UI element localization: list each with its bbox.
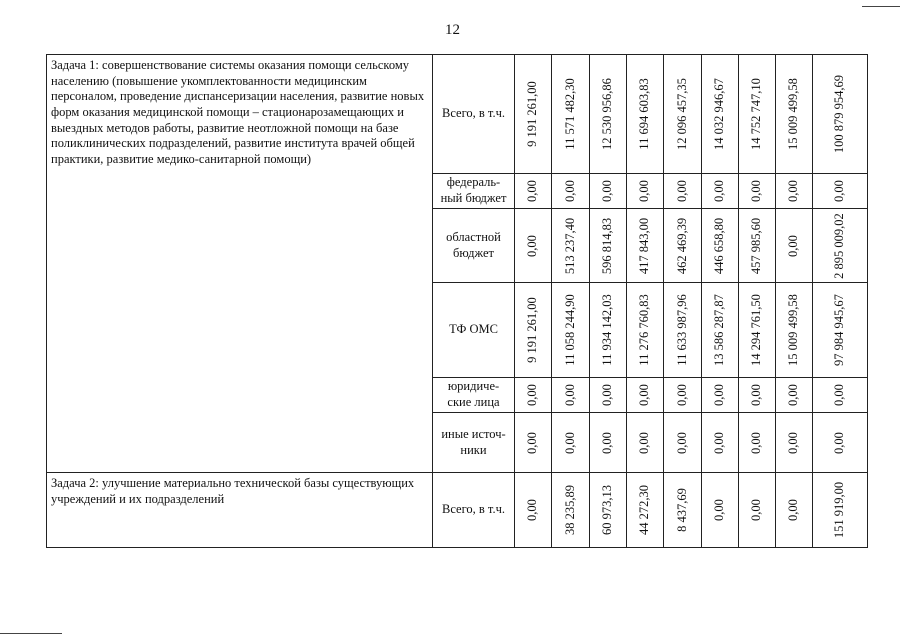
value-text: 8 437,69 [674,488,689,532]
value-text: 0,00 [637,180,652,202]
value-cell [627,473,664,548]
scan-line-bottom-left [0,633,62,634]
value-text: 151 919,00 [832,481,847,539]
value-text: 513 237,40 [562,217,577,274]
value-cell [739,55,776,174]
value-cell [702,378,739,413]
value-cell [664,55,702,174]
value-cell [813,378,868,413]
value-text: 0,00 [832,180,847,202]
value-text: 11 276 760,83 [637,294,652,366]
value-text: 97 984 945,67 [832,294,847,366]
value-text: 0,00 [562,180,577,202]
value-cell [552,378,590,413]
value-text: 0,00 [674,384,689,406]
value-text: 0,00 [749,384,764,406]
value-text: 0,00 [749,180,764,202]
value-text: 0,00 [525,384,540,406]
value-cell [739,473,776,548]
value-cell [776,174,813,209]
funding-source: иные источ-ники [433,413,515,473]
value-cell [664,283,702,378]
value-cell [590,55,627,174]
value-text: 0,00 [674,180,689,202]
value-cell [515,174,552,209]
value-text: 596 814,83 [600,217,615,274]
value-text: 14 032 946,67 [712,78,727,150]
value-cell [702,283,739,378]
value-text: 38 235,89 [562,485,577,535]
value-text: 0,00 [525,431,540,454]
value-text: 0,00 [712,384,727,406]
value-cell [739,174,776,209]
value-cell [702,209,739,283]
value-text: 417 843,00 [637,217,652,274]
funding-source: Всего, в т.ч. [433,473,515,548]
value-cell [515,413,552,473]
value-text: 11 571 482,30 [562,78,577,150]
value-text: 100 879 954,69 [832,74,847,154]
value-text: 0,00 [600,384,615,406]
value-text: 0,00 [637,431,652,454]
value-cell [776,413,813,473]
value-text: 44 272,30 [637,485,652,535]
value-text: 11 694 603,83 [637,78,652,150]
value-text: 0,00 [786,234,801,257]
value-cell [702,55,739,174]
value-cell [552,209,590,283]
value-text: 12 530 956,86 [600,78,615,150]
value-cell [776,209,813,283]
value-cell [627,413,664,473]
value-cell [590,378,627,413]
task-description: Задача 2: улучшение материально технической базы существующих учреждений и их подразделений [47,473,433,548]
value-cell [702,413,739,473]
value-cell [627,209,664,283]
value-cell [552,55,590,174]
value-cell [776,283,813,378]
value-text: 0,00 [832,384,847,406]
value-cell [739,378,776,413]
value-text: 0,00 [637,384,652,406]
value-cell [664,209,702,283]
value-cell [552,174,590,209]
value-cell [702,473,739,548]
value-cell [776,378,813,413]
value-cell [664,378,702,413]
value-text: 2 895 009,02 [832,212,847,279]
value-cell [702,174,739,209]
funding-source: федераль-ный бюджет [433,174,515,209]
value-cell [515,378,552,413]
value-text: 0,00 [832,431,847,454]
value-text: 0,00 [786,384,801,406]
value-cell [776,473,813,548]
value-cell [590,174,627,209]
value-text: 0,00 [525,180,540,202]
value-cell [664,473,702,548]
value-text: 0,00 [600,431,615,454]
value-text: 9 191 261,00 [525,81,540,147]
value-text: 0,00 [749,499,764,521]
page-number: 12 [445,22,460,38]
value-cell [515,473,552,548]
value-cell [590,413,627,473]
value-cell [515,55,552,174]
value-text: 457 985,60 [749,217,764,274]
value-cell [739,209,776,283]
value-text: 14 294 761,50 [749,294,764,366]
value-text: 0,00 [786,431,801,454]
budget-table [46,54,868,548]
table-row [47,55,868,174]
value-text: 14 752 747,10 [749,78,764,150]
value-text: 0,00 [749,431,764,454]
value-text: 11 633 987,96 [674,294,689,366]
value-text: 12 096 457,35 [674,78,689,150]
value-cell [590,473,627,548]
value-text: 13 586 287,87 [712,294,727,366]
scan-line-top-right [862,6,900,7]
value-text: 0,00 [525,499,540,521]
value-cell [627,55,664,174]
table-row [47,473,868,548]
value-text: 0,00 [712,499,727,521]
value-cell [552,283,590,378]
value-cell [813,473,868,548]
value-text: 0,00 [786,499,801,521]
value-cell [813,174,868,209]
value-cell [664,174,702,209]
value-cell [627,174,664,209]
value-text: 15 009 499,58 [786,78,801,150]
value-text: 0,00 [712,431,727,454]
value-cell [813,55,868,174]
value-text: 60 973,13 [600,485,615,535]
funding-source: ТФ ОМС [433,283,515,378]
value-text: 0,00 [674,431,689,454]
value-text: 0,00 [786,180,801,202]
value-text: 0,00 [562,384,577,406]
value-cell [776,55,813,174]
value-text: 0,00 [562,431,577,454]
value-text: 9 191 261,00 [525,297,540,363]
value-cell [515,209,552,283]
value-text: 15 009 499,58 [786,294,801,366]
value-cell [739,413,776,473]
task-description: Задача 1: совершенствование системы оказания помощи сельскому населению (повышение укомплектованности медицинским персоналом, проведение диспансеризации населения, развитие новых форм оказания медицинской помощи – стационарозамещающих и выездных методов работы, развитие неотложной помощи на базе поликлинических подразделений, развитие института врачей общей практики, развитие медико-санитарной помощи) [47,55,433,473]
value-cell [552,413,590,473]
value-cell [813,209,868,283]
value-text: 446 658,80 [712,217,727,274]
value-cell [739,283,776,378]
value-text: 11 934 142,03 [600,294,615,366]
funding-source: областной бюджет [433,209,515,283]
value-text: 0,00 [525,234,540,257]
value-cell [664,413,702,473]
value-text: 0,00 [712,180,727,202]
value-text: 0,00 [600,180,615,202]
value-cell [627,283,664,378]
funding-source: юридиче-ские лица [433,378,515,413]
funding-source: Всего, в т.ч. [433,55,515,174]
value-text: 462 469,39 [674,217,689,274]
value-cell [627,378,664,413]
value-cell [590,209,627,283]
value-cell [552,473,590,548]
value-cell [813,413,868,473]
value-text: 11 058 244,90 [562,294,577,366]
value-cell [515,283,552,378]
value-cell [590,283,627,378]
value-cell [813,283,868,378]
